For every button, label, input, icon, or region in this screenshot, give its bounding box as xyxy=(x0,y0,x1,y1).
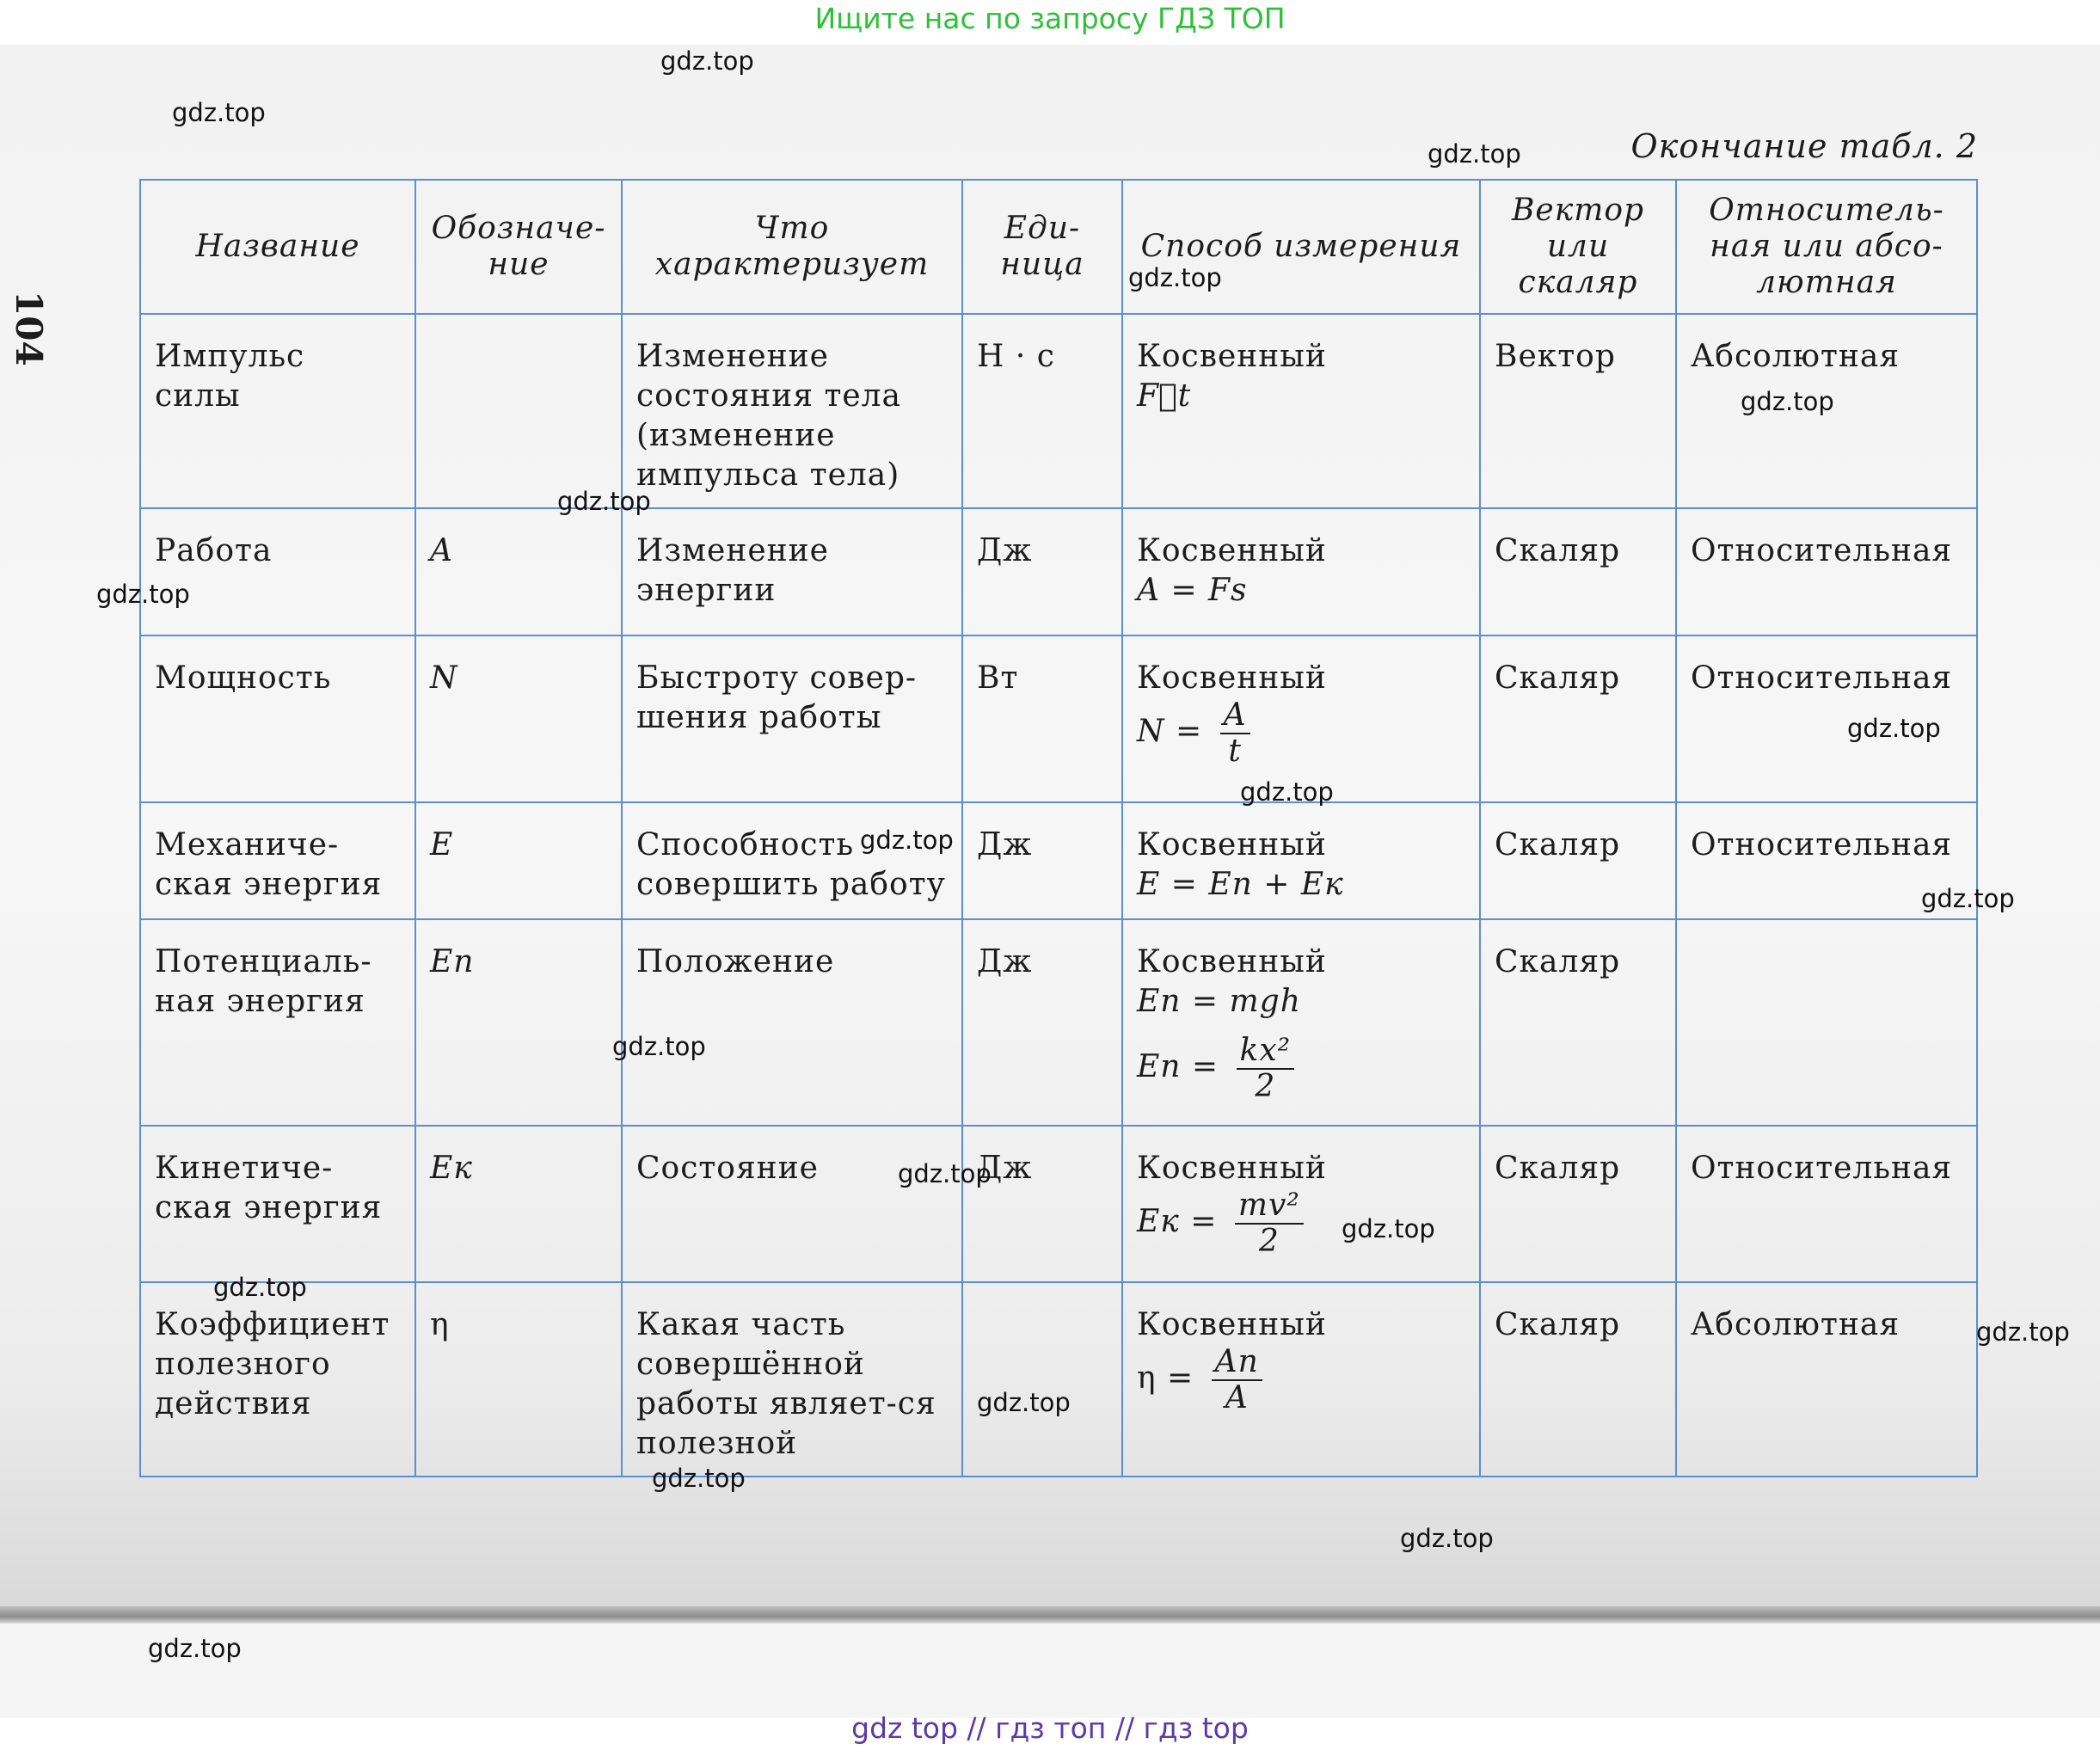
cell-relative: Относительная xyxy=(1676,1126,1977,1282)
cell-relative xyxy=(1676,919,1977,1126)
fraction xyxy=(1212,1345,1262,1415)
table-row xyxy=(140,1126,1977,1282)
fraction-numerator: A xyxy=(1220,698,1250,734)
cell-characterizes: Положение xyxy=(622,919,962,1126)
fraction xyxy=(1220,698,1250,769)
cell-method xyxy=(1122,508,1480,635)
cell-name: Потенциаль-ная энергия xyxy=(140,919,415,1126)
cell-method xyxy=(1122,802,1480,919)
header-characterizes: Что характеризует xyxy=(622,180,962,314)
formula: Eп = mgh xyxy=(1137,984,1301,1019)
cell-vector: Скаляр xyxy=(1480,635,1676,802)
header-name: Название xyxy=(140,180,415,314)
method-label: Косвенный xyxy=(1137,944,1327,979)
method-label: Косвенный xyxy=(1137,1151,1327,1186)
formula-lhs: Eк = xyxy=(1137,1204,1218,1239)
cell-symbol: N xyxy=(415,635,622,802)
method-label: Косвенный xyxy=(1137,533,1327,568)
table-row xyxy=(140,635,1977,802)
watermark: gdz.top xyxy=(1847,714,1941,743)
cell-unit: Н · с xyxy=(962,314,1122,508)
cell-unit: Дж xyxy=(962,919,1122,1126)
cell-vector: Скаляр xyxy=(1480,802,1676,919)
bottom-banner[interactable]: gdz top // гдз топ // гдз top xyxy=(851,1711,1249,1745)
watermark: gdz.top xyxy=(1128,263,1222,292)
formula xyxy=(1137,1345,1465,1415)
watermark: gdz.top xyxy=(1240,777,1334,807)
fraction xyxy=(1237,1034,1295,1104)
cell-characterizes: Состояние xyxy=(622,1126,962,1282)
cell-vector: Скаляр xyxy=(1480,1126,1676,1282)
method-label: Косвенный xyxy=(1137,1307,1327,1342)
page-edge xyxy=(0,1606,2100,1624)
cell-characterizes: Изменение состояния тела (изменение импульса тела) xyxy=(622,314,962,508)
method-label: Косвенный xyxy=(1137,827,1327,863)
formula-lhs: η = xyxy=(1137,1360,1194,1396)
cell-symbol xyxy=(415,314,622,508)
table-caption: Окончание табл. 2 xyxy=(1630,127,1978,165)
cell-name: Кинетиче-ская энергия xyxy=(140,1126,415,1282)
cell-relative: Абсолютная xyxy=(1676,314,1977,508)
fraction-numerator: Aп xyxy=(1212,1345,1262,1381)
cell-method xyxy=(1122,1282,1480,1477)
next-page-strip xyxy=(0,1624,2100,1718)
header-unit: Еди-ница xyxy=(962,180,1122,314)
formula-lhs: Eп = xyxy=(1137,1049,1219,1084)
fraction xyxy=(1235,1188,1304,1259)
header-relative: Относитель-ная или абсо-лютная xyxy=(1676,180,1977,314)
fraction-denominator: t xyxy=(1228,734,1242,769)
watermark: gdz.top xyxy=(652,1464,746,1493)
watermark: gdz.top xyxy=(148,1634,242,1663)
watermark: gdz.top xyxy=(860,826,954,855)
formula: A = Fs xyxy=(1137,573,1248,608)
fraction-numerator: mv² xyxy=(1235,1188,1304,1225)
cell-symbol: η xyxy=(415,1282,622,1477)
watermark: gdz.top xyxy=(1921,884,2015,913)
page-number: 104 xyxy=(8,291,50,366)
table-row xyxy=(140,802,1977,919)
cell-vector: Скаляр xyxy=(1480,919,1676,1126)
cell-characterizes: Изменение энергии xyxy=(622,508,962,635)
watermark: gdz.top xyxy=(1400,1524,1494,1553)
cell-characterizes: Способность совершить работу xyxy=(622,802,962,919)
watermark: gdz.top xyxy=(660,46,754,76)
fraction-denominator: 2 xyxy=(1258,1224,1280,1259)
watermark: gdz.top xyxy=(898,1159,992,1188)
cell-unit: Дж xyxy=(962,1126,1122,1282)
fraction-numerator: kx² xyxy=(1237,1034,1295,1070)
watermark: gdz.top xyxy=(1741,387,1834,416)
fraction-denominator: 2 xyxy=(1255,1069,1276,1104)
formula xyxy=(1137,698,1465,769)
cell-symbol: E xyxy=(415,802,622,919)
cell-method xyxy=(1122,1126,1480,1282)
cell-name: Механиче-ская энергия xyxy=(140,802,415,919)
cell-characterizes: Быстроту совер-шения работы xyxy=(622,635,962,802)
watermark: gdz.top xyxy=(557,487,651,516)
watermark: gdz.top xyxy=(213,1273,307,1302)
cell-name: Мощность xyxy=(140,635,415,802)
physics-quantities-table xyxy=(139,179,1978,1477)
cell-vector: Скаляр xyxy=(1480,1282,1676,1477)
cell-name: Импульс силы xyxy=(140,314,415,508)
fraction-denominator: A xyxy=(1225,1380,1249,1415)
watermark: gdz.top xyxy=(1976,1317,2070,1347)
formula-lhs: N = xyxy=(1137,714,1203,749)
cell-relative: Относительная xyxy=(1676,802,1977,919)
cell-method xyxy=(1122,919,1480,1126)
cell-relative: Относительная xyxy=(1676,635,1977,802)
method-label: Косвенный xyxy=(1137,339,1327,374)
cell-symbol: Eк xyxy=(415,1126,622,1282)
table-row xyxy=(140,314,1977,508)
watermark: gdz.top xyxy=(1342,1214,1435,1243)
header-symbol: Обозначе-ние xyxy=(415,180,622,314)
watermark: gdz.top xyxy=(977,1388,1071,1417)
cell-unit: Вт xyxy=(962,635,1122,802)
cell-unit: Дж xyxy=(962,802,1122,919)
cell-characterizes: Какая часть совершённой работы являет-ся полезной xyxy=(622,1282,962,1477)
cell-relative: Абсолютная xyxy=(1676,1282,1977,1477)
cell-vector: Скаляр xyxy=(1480,508,1676,635)
formula xyxy=(1137,1034,1465,1104)
cell-relative: Относительная xyxy=(1676,508,1977,635)
header-vector: Вектор или скаляр xyxy=(1480,180,1676,314)
table-row xyxy=(140,1282,1977,1477)
watermark: gdz.top xyxy=(612,1032,706,1061)
cell-unit: Дж xyxy=(962,508,1122,635)
table-row xyxy=(140,508,1977,635)
table-row xyxy=(140,919,1977,1126)
top-banner[interactable]: Ищите нас по запросу ГДЗ ТОП xyxy=(814,2,1286,35)
formula: E = Eп + Eк xyxy=(1137,867,1344,902)
method-label: Косвенный xyxy=(1137,660,1327,696)
cell-name: Работа xyxy=(140,508,415,635)
cell-symbol: A xyxy=(415,508,622,635)
watermark: gdz.top xyxy=(1428,139,1521,169)
cell-vector: Вектор xyxy=(1480,314,1676,508)
table-header-row xyxy=(140,180,1977,314)
cell-symbol: Eп xyxy=(415,919,622,1126)
formula: F⃗t xyxy=(1137,378,1192,414)
watermark: gdz.top xyxy=(172,98,266,127)
cell-unit xyxy=(962,1282,1122,1477)
cell-name: Коэффициент полезного действия xyxy=(140,1282,415,1477)
header-method: Способ измерения xyxy=(1122,180,1480,314)
cell-method xyxy=(1122,314,1480,508)
watermark: gdz.top xyxy=(96,580,190,609)
